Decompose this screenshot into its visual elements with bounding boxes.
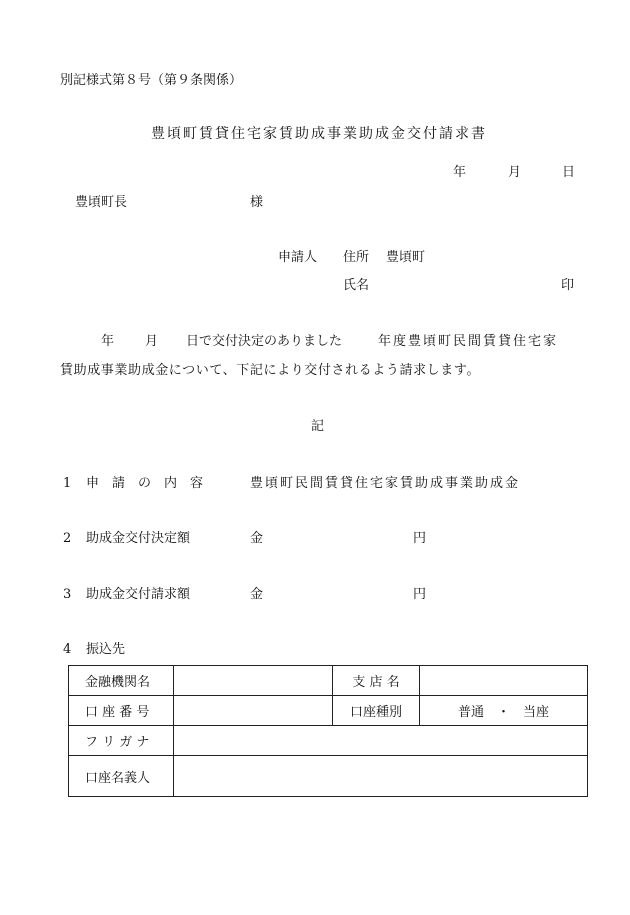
item-2-unit: 円: [413, 531, 427, 546]
account-type-options[interactable]: 普通 ・ 当座: [420, 696, 588, 726]
furigana-row: [69, 726, 588, 756]
item-1-value: 豊頃町民間賃貸住宅家賃助成事業助成金: [250, 476, 521, 491]
item-1-number: 1: [63, 476, 72, 491]
ki-heading: 記: [311, 419, 325, 434]
item-4-label: 振込先: [86, 642, 126, 657]
account-number-label: 口 座 番 号: [69, 696, 174, 726]
holder-label: 口座名義人: [69, 756, 174, 797]
bank-transfer-table: [68, 665, 588, 797]
bank-row: [69, 666, 588, 696]
item-3-number: 3: [63, 587, 72, 602]
date-day-label: 日: [562, 165, 576, 180]
addressee-honorific: 様: [250, 195, 264, 210]
bank-name-field[interactable]: [174, 666, 333, 696]
item-1-label: 申 請 の 内 容: [86, 476, 204, 491]
addressee-name: 豊頃町長: [75, 195, 128, 210]
account-number-field[interactable]: [174, 696, 333, 726]
item-2-number: 2: [63, 531, 72, 546]
account-row: [69, 696, 588, 726]
holder-field[interactable]: [174, 756, 588, 797]
date-month-label: 月: [508, 165, 522, 180]
body-decision-text: 日で交付決定のありました: [186, 334, 343, 349]
item-3-unit: 円: [413, 587, 427, 602]
seal-mark: 印: [561, 278, 575, 293]
name-label: 氏名: [343, 278, 370, 293]
address-label: 住所: [343, 250, 370, 265]
body-fiscal-year-text: 年度豊頃町民間賃貸住宅家: [378, 334, 559, 349]
item-3-value: 金: [250, 587, 264, 602]
date-year-label: 年: [453, 165, 467, 180]
branch-label: 支 店 名: [333, 666, 420, 696]
item-4-number: 4: [63, 642, 72, 657]
furigana-label: フ リ ガ ナ: [69, 726, 174, 756]
holder-row: [69, 756, 588, 797]
item-2-value: 金: [250, 531, 264, 546]
applicant-label: 申請人: [278, 250, 318, 265]
body-year: 年: [101, 334, 115, 349]
branch-field[interactable]: [420, 666, 588, 696]
document-title: 豊頃町賃貸住宅家賃助成事業助成金交付請求書: [151, 126, 487, 142]
item-3-label: 助成金交付請求額: [86, 587, 191, 602]
bank-name-label: 金融機関名: [69, 666, 174, 696]
address-value: 豊頃町: [386, 250, 426, 265]
body-month: 月: [145, 334, 159, 349]
account-type-label: 口座種別: [333, 696, 420, 726]
body-line-2: 賃助成事業助成金について、下記により交付されるよう請求します。: [60, 363, 481, 378]
form-number: 別記様式第８号（第９条関係）: [60, 73, 243, 88]
furigana-field[interactable]: [174, 726, 588, 756]
item-2-label: 助成金交付決定額: [86, 531, 191, 546]
